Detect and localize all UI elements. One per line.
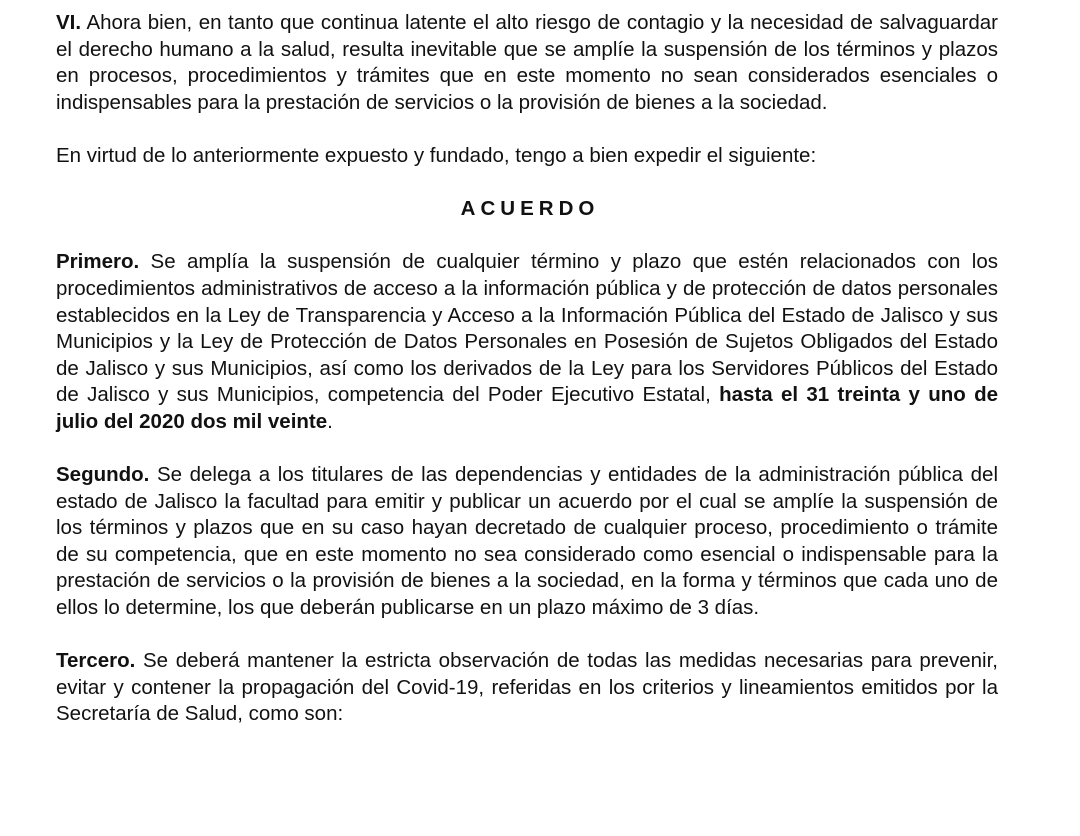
paragraph-primero [56,249,998,435]
paragraph-end: . [327,409,333,433]
article-label-segundo: Segundo. [56,463,150,487]
section-number: VI. [56,11,82,34]
article-label-tercero: Tercero. [56,649,136,673]
paragraph-text: Se delega a los titulares de las dependencias y entidades de la administración pública del estado de Jalisco la facultad para emitir y publicar un acuerdo por el cual se amplíe la suspensión de los términos y plazos que en su caso hayan decretado de cualquier proceso, procedimiento o trámite de su competencia, que en este momento no sea considerado como esencial o indispensable para la prestación de servicios o la provisión de bienes a la sociedad, en la forma y términos que cada uno de ellos lo determine, los que deberán publicarse en un plazo máximo de 3 días. [56,463,998,620]
paragraph-section-vi [56,10,998,116]
agreement-heading: ACUERDO [460,197,600,221]
deadline-text: hasta el 31 treinta y uno de julio del 2020 dos mil veinte [56,383,998,433]
paragraph-text: Se amplía la suspensión de cualquier término y plazo que estén relacionados con los procedimientos administrativos de acceso a la información pública y de protección de datos personales establecidos en la Ley de Transparencia y Acceso a la Información Pública del Estado de Jalisco y sus Municipios y la Ley de Protección de Datos Personales en Posesión de Sujetos Obligados del Estado de Jalisco y sus Municipios, así como los derivados de la Ley para los Servidores Públicos del Estado de Jalisco y sus Municipios, competencia del Poder Ejecutivo Estatal, [56,250,998,407]
article-label-primero: Primero. [56,250,140,274]
paragraph-text: Ahora bien, en tanto que continua latente el alto riesgo de contagio y la necesidad de salvaguardar el derecho humano a la salud, resulta inevitable que se amplíe la suspensión de los términos y plazos en procesos, procedimientos y trámites que en este momento no sean considerados esenciales o indispensables para la prestación de servicios o la provisión de bienes a la sociedad. [56,11,998,114]
paragraph-tercero [56,648,998,728]
paragraph-segundo [56,462,998,622]
paragraph-text: Se deberá mantener la estricta observación de todas las medidas necesarias para prevenir, evitar y contener la propagación del Covid-19, referidas en los criterios y lineamientos emitidos por la Secretaría de Salud, como son: [56,649,998,726]
paragraph-intro: En virtud de lo anteriormente expuesto y fundado, tengo a bien expedir el siguiente: [56,143,817,167]
